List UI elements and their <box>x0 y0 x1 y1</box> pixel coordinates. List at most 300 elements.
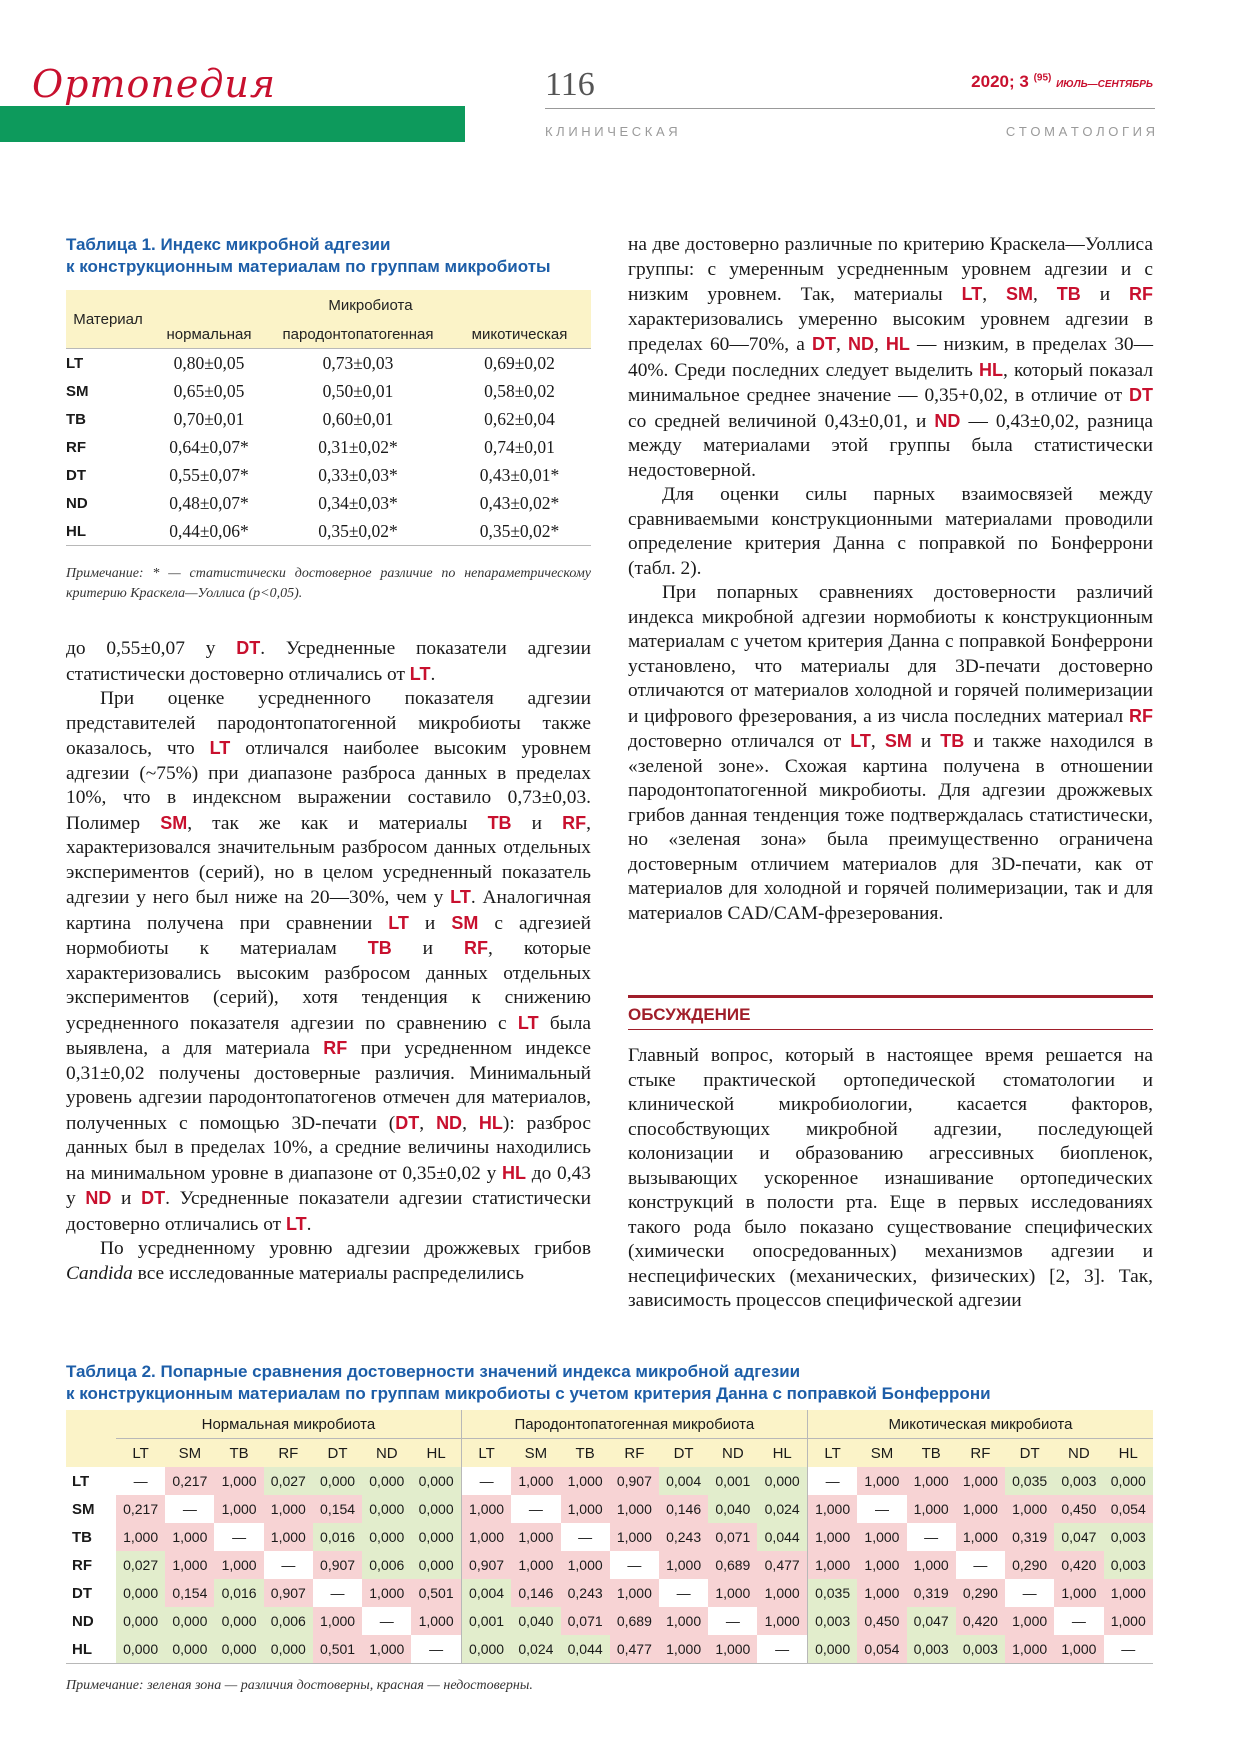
material-code: TB <box>487 812 512 833</box>
table2-cell: 0,319 <box>907 1579 956 1607</box>
table2-col-header: TB <box>214 1439 263 1468</box>
text-run: и <box>911 731 941 752</box>
material-code: LT <box>388 912 409 933</box>
table1-row <box>66 461 591 489</box>
section-rule-thin <box>628 1029 1153 1030</box>
text-run: со средней величиной 0,43±0,01, и <box>628 410 935 432</box>
material-code: RF <box>464 938 489 958</box>
table2-cell: 0,016 <box>214 1579 263 1607</box>
table2-cell: 1,000 <box>561 1495 610 1523</box>
table2-cell: 1,000 <box>659 1635 708 1664</box>
table2-col-header: DT <box>313 1439 362 1468</box>
table1-header-group: Микробиота <box>150 290 591 320</box>
table1-row-label: SM <box>66 382 89 400</box>
material-code: LT <box>409 663 431 684</box>
table2-row-label: DT <box>66 1579 116 1607</box>
table2-cell: — <box>313 1579 362 1607</box>
table1-cell: 0,62±0,04 <box>484 408 555 429</box>
text-run: , характеризовался значительным разбросом данных отдельных экспериментов (серий), но в целом усредненный показатель адгезии у него был ниже на 20—30%, чем у <box>66 812 592 908</box>
table2-cell: — <box>857 1495 906 1523</box>
table1-row-label: DT <box>66 466 86 484</box>
table2-cell: 1,000 <box>165 1523 214 1551</box>
table2-cell: 1,000 <box>907 1495 956 1523</box>
table2-cell: — <box>362 1607 411 1635</box>
issue-number: (95) <box>1033 72 1052 84</box>
table2-cell: 0,004 <box>659 1467 708 1495</box>
table2-cell: 0,000 <box>165 1607 214 1635</box>
table1-subheader: микотическая <box>448 320 591 349</box>
table1-row-label: ND <box>66 494 88 512</box>
left-column-text <box>66 636 591 1286</box>
text-run: . <box>306 1213 312 1235</box>
text-run: и <box>511 812 563 834</box>
table2-col-header: DT <box>659 1439 708 1468</box>
table2-cell: 0,319 <box>1005 1523 1054 1551</box>
table2-cell: 0,035 <box>1005 1467 1054 1495</box>
table2-cell: 0,689 <box>708 1551 757 1579</box>
material-code: RF <box>562 812 587 833</box>
text-run: характеризовались умеренно высоким уровнем адгезии в пределах 60—70%, а <box>628 308 1153 355</box>
table2-cell: 0,054 <box>1104 1495 1154 1523</box>
table1-cell: 0,74±0,01 <box>484 436 555 457</box>
table2-cell: — <box>411 1635 461 1664</box>
table2-corner <box>66 1439 116 1468</box>
table2-cell: 1,000 <box>907 1467 956 1495</box>
text-run: и <box>408 912 452 934</box>
table2-col-header: DT <box>1005 1439 1054 1468</box>
table2-col-header: SM <box>165 1439 214 1468</box>
table1-cell: 0,35±0,02* <box>268 517 448 546</box>
table2-cell: — <box>511 1495 560 1523</box>
table2-cell: 0,000 <box>411 1495 461 1523</box>
table2-cell: 0,000 <box>362 1467 411 1495</box>
text-run: , <box>873 334 886 355</box>
material-code: DT <box>236 638 261 658</box>
text-run: на две достоверно различные по критерию Краскела—Уоллиса группы: с умеренным усредненным уровнем адгезии и с низким уровнем. Так, материалы <box>628 234 1153 305</box>
text-run: с адгезией нормобиоты к материалам <box>66 912 592 959</box>
table2-cell: 1,000 <box>214 1495 263 1523</box>
table2-cell: 1,000 <box>1005 1635 1054 1664</box>
table2-cell: 1,000 <box>610 1579 659 1607</box>
text-run: и <box>391 938 465 959</box>
table2-cell: 0,243 <box>659 1523 708 1551</box>
text-run: , <box>419 1112 437 1134</box>
table2-cell: 1,000 <box>857 1467 906 1495</box>
table1-row <box>66 517 591 546</box>
table1-cell: 0,60±0,01 <box>322 408 394 429</box>
table2-cell: 0,004 <box>461 1579 511 1607</box>
text-run: достоверно отличался от <box>628 731 851 752</box>
table1-caption-line2: к конструкционным материалам по группам микробиоты <box>66 257 551 276</box>
journal-word-1: К Л И Н И Ч Е С К А Я <box>545 124 678 139</box>
table2-cell: 1,000 <box>1005 1607 1054 1635</box>
table2-row <box>66 1523 1153 1551</box>
table2-col-header: HL <box>411 1439 461 1468</box>
table2-col-header: RF <box>610 1439 659 1468</box>
table2-cell: 0,003 <box>1054 1467 1103 1495</box>
issue-months: ИЮЛЬ—СЕНТЯБРЬ <box>1056 79 1153 90</box>
material-code: LT <box>961 284 983 304</box>
table1-header-material: Материал <box>66 290 150 349</box>
table2-cell: 0,003 <box>956 1635 1005 1664</box>
table2-row <box>66 1551 1153 1579</box>
table2-cell: 1,000 <box>1104 1607 1154 1635</box>
table2-group-header: Пародонтопатогенная микробиота <box>461 1410 807 1439</box>
table2-cell: — <box>907 1523 956 1551</box>
table2-row <box>66 1607 1153 1635</box>
table2-col-header: SM <box>511 1439 560 1468</box>
material-code: LT <box>285 1213 307 1234</box>
material-code: SM <box>160 812 188 833</box>
table2-cell: 0,003 <box>807 1607 857 1635</box>
table2-cell: 1,000 <box>165 1551 214 1579</box>
journal-title <box>545 124 1155 139</box>
table2-cell: 0,907 <box>461 1551 511 1579</box>
table2-cell: 0,001 <box>708 1467 757 1495</box>
table2-group-header: Микотическая микробиота <box>807 1410 1153 1439</box>
material-code: TB <box>940 731 965 751</box>
table2-cell: 1,000 <box>362 1579 411 1607</box>
table2-cell: 0,501 <box>411 1579 461 1607</box>
table2-caption-line2: к конструкционным материалам по группам микробиоты с учетом критерия Данна с поправкой Бонферрони <box>66 1384 991 1403</box>
text-run: и <box>111 1188 142 1209</box>
table2-row <box>66 1495 1153 1523</box>
table2-cell: 0,027 <box>264 1467 313 1495</box>
table2-cell: 0,016 <box>313 1523 362 1551</box>
table2-cell: 1,000 <box>807 1495 857 1523</box>
text-run: При оценке усредненного показателя адгезии представителей пародонтопатогенной микробиоты также оказалось, что <box>66 688 591 759</box>
table2-cell: 0,420 <box>956 1607 1005 1635</box>
table2-cell: 0,047 <box>907 1607 956 1635</box>
table2-cell: 0,040 <box>708 1495 757 1523</box>
table2-cell: 0,003 <box>1104 1551 1154 1579</box>
table1-row-label: LT <box>66 354 84 372</box>
text-run: и <box>1080 284 1129 305</box>
table2-row <box>66 1635 1153 1664</box>
table2-cell: 1,000 <box>956 1523 1005 1551</box>
table2-cell: 1,000 <box>659 1551 708 1579</box>
table2-cell: 1,000 <box>807 1523 857 1551</box>
table2-cell: 1,000 <box>1005 1495 1054 1523</box>
section-title: ОБСУЖДЕНИЕ <box>628 1005 751 1024</box>
table2-cell: 0,000 <box>313 1467 362 1495</box>
paragraph <box>628 233 1153 483</box>
table2-cell: 1,000 <box>1054 1579 1103 1607</box>
table2-cell: 0,000 <box>461 1635 511 1664</box>
table2-cell: 0,501 <box>313 1635 362 1664</box>
text-run: По усредненному уровню адгезии дрожжевых грибов <box>100 1238 591 1259</box>
material-code: DT <box>395 1112 420 1133</box>
section-rule <box>628 995 1153 998</box>
table2-cell: 0,001 <box>461 1607 511 1635</box>
discussion-text <box>628 1044 1153 1314</box>
table2-cell: 0,044 <box>561 1635 610 1664</box>
text-run: — 0,43±0,02, разница между материалами этой группы была статистически недостоверной. <box>628 410 1153 481</box>
material-code: HL <box>478 1112 503 1133</box>
table1-row-label: RF <box>66 438 86 456</box>
table2-cell: 1,000 <box>907 1551 956 1579</box>
table2-cell: 1,000 <box>561 1551 610 1579</box>
table1-cell: 0,73±0,03 <box>322 352 394 373</box>
table2-cell: — <box>165 1495 214 1523</box>
table2-col-header: TB <box>561 1439 610 1468</box>
table2-cell: 0,000 <box>116 1579 165 1607</box>
table2-cell: — <box>659 1579 708 1607</box>
table2-cell: 0,024 <box>757 1495 807 1523</box>
table1 <box>66 290 591 546</box>
table2-cell: 1,000 <box>708 1635 757 1664</box>
table1-cell: 0,48±0,07* <box>169 492 249 513</box>
table2-cell: 1,000 <box>116 1523 165 1551</box>
text-run: . <box>430 663 436 685</box>
text-run: , который показал минимальное среднее значение — 0,35+0,02, в отличие от <box>628 359 1153 406</box>
table1-caption <box>66 234 586 278</box>
material-code: RF <box>1128 284 1153 304</box>
table2-cell: 1,000 <box>511 1523 560 1551</box>
table2-corner <box>66 1410 116 1439</box>
table2-cell: — <box>264 1551 313 1579</box>
table2-cell: 1,000 <box>511 1467 560 1495</box>
table2-cell: 1,000 <box>461 1523 511 1551</box>
table2-cell: 1,000 <box>757 1579 807 1607</box>
table2-cell: 0,290 <box>956 1579 1005 1607</box>
table1-cell: 0,58±0,02 <box>484 380 555 401</box>
text-run: отличался наиболее высоким уровнем адгезии (~75%) при диапазоне разброса данных в пределах 10%, что в индексном выражении составило 0,73±0,03. Полимер <box>66 738 591 834</box>
table2-cell: 0,689 <box>610 1607 659 1635</box>
table2-caption-line1: Таблица 2. Попарные сравнения достоверности значений индекса микробной адгезии <box>66 1362 801 1381</box>
table2-cell: 0,000 <box>214 1607 263 1635</box>
table2-col-header: TB <box>907 1439 956 1468</box>
page-number: 116 <box>545 66 595 103</box>
material-code: DT <box>141 1188 166 1208</box>
table2-cell: 0,000 <box>411 1467 461 1495</box>
table2-col-header: LT <box>807 1439 857 1468</box>
section-logo: Ортопедия <box>32 62 277 106</box>
table2-cell: 1,000 <box>610 1495 659 1523</box>
table2-cell: 0,243 <box>561 1579 610 1607</box>
table1-subheader: пародонтопатогенная <box>268 320 448 349</box>
table1-caption-line1: Таблица 1. Индекс микробной адгезии <box>66 235 391 254</box>
table1-subheader: нормальная <box>150 320 268 349</box>
material-code: LT <box>209 738 231 758</box>
text-run: , <box>982 284 1007 305</box>
table1-cell: 0,70±0,01 <box>173 408 245 429</box>
table2-cell: 0,146 <box>511 1579 560 1607</box>
material-code: HL <box>979 359 1003 380</box>
table2-col-header: HL <box>757 1439 807 1468</box>
table2-row-label: TB <box>66 1523 116 1551</box>
table2-note: Примечание: зеленая зона — различия достоверны, красная — недостоверны. <box>66 1678 533 1693</box>
table2-cell: 0,040 <box>511 1607 560 1635</box>
table2-cell: 0,477 <box>757 1551 807 1579</box>
material-code: RF <box>323 1038 348 1058</box>
issue-info <box>971 72 1153 92</box>
table2-caption <box>66 1361 1166 1405</box>
table2-col-header: HL <box>1104 1439 1154 1468</box>
material-code: HL <box>502 1162 527 1183</box>
table1-row <box>66 489 591 517</box>
paragraph <box>66 1237 591 1286</box>
table2-cell: 1,000 <box>561 1467 610 1495</box>
table2-cell: 1,000 <box>461 1495 511 1523</box>
table2-cell: 1,000 <box>313 1607 362 1635</box>
table2-cell: — <box>461 1467 511 1495</box>
table2 <box>66 1410 1153 1664</box>
table2-cell: 1,000 <box>362 1635 411 1664</box>
table2-cell: 0,006 <box>362 1551 411 1579</box>
material-code: ND <box>85 1188 112 1208</box>
table2-cell: 1,000 <box>956 1495 1005 1523</box>
table2-cell: — <box>807 1467 857 1495</box>
text-run: . Аналогичная картина получена при сравнении <box>66 887 592 934</box>
table2-cell: 0,420 <box>1054 1551 1103 1579</box>
table2-cell: 0,000 <box>1104 1467 1154 1495</box>
text-run: до 0,43 у <box>66 1162 591 1209</box>
material-code: SM <box>1006 284 1034 304</box>
table2-cell: 0,907 <box>264 1579 313 1607</box>
table2-cell: 0,024 <box>511 1635 560 1664</box>
table1-cell: 0,43±0,02* <box>479 492 560 513</box>
table2-cell: 0,000 <box>214 1635 263 1664</box>
material-code: HL <box>885 334 910 354</box>
table1-row <box>66 405 591 433</box>
table1-cell: 0,65±0,05 <box>173 380 245 401</box>
table2-cell: 0,217 <box>116 1495 165 1523</box>
text-run: и также находился в «зеленой зоне». Схожая картина получена в отношении пародонтопатогенной микробиоты. Для адгезии дрожжевых грибов данная тенденция тоже подтверждалась статистически, но «зеленая зона» была преимущественно ограничена достоверным отличием материалов для 3D-печати, как от материалов для холодной и горячей полимеризации, так и для материалов CAD/CAM-фрезерования. <box>628 731 1153 924</box>
table2-cell: 0,054 <box>857 1635 906 1664</box>
table2-cell: 1,000 <box>610 1523 659 1551</box>
table2-row-label: LT <box>66 1467 116 1495</box>
table2-cell: 0,907 <box>610 1467 659 1495</box>
paragraph <box>628 581 1153 926</box>
table2-cell: 0,154 <box>313 1495 362 1523</box>
genus-name: Candida <box>66 1262 133 1284</box>
journal-word-2: С Т О М А Т О Л О Г И Я <box>1005 124 1155 139</box>
table2-cell: 0,000 <box>264 1635 313 1664</box>
table2-cell: 0,071 <box>561 1607 610 1635</box>
material-code: LT <box>517 1012 539 1033</box>
table2-cell: 1,000 <box>956 1467 1005 1495</box>
text-run: . Усредненные показатели адгезии статистически достоверно отличались от <box>66 1188 592 1235</box>
table2-cell: 0,044 <box>757 1523 807 1551</box>
text-run: , <box>870 731 885 752</box>
text-run: была выявлена, а для материала <box>66 1012 591 1059</box>
table2-cell: — <box>757 1635 807 1664</box>
table2-cell: 0,006 <box>264 1607 313 1635</box>
table2-col-header: RF <box>956 1439 1005 1468</box>
table2-cell: 0,003 <box>907 1635 956 1664</box>
table2-cell: 0,027 <box>116 1551 165 1579</box>
text-run: , которые характеризовались высоким разбросом данных отдельных экспериментов (серий), хотя тенденция к снижению усредненного показателя адгезии по сравнению с <box>66 938 591 1034</box>
table2-cell: — <box>214 1523 263 1551</box>
table2-cell: 1,000 <box>757 1607 807 1635</box>
paragraph <box>66 636 591 687</box>
table1-cell: 0,33±0,03* <box>318 464 398 485</box>
table2-cell: 0,000 <box>411 1551 461 1579</box>
table2-cell: 0,000 <box>362 1523 411 1551</box>
table2-cell: 1,000 <box>1054 1635 1103 1664</box>
table2-cell: 0,000 <box>757 1467 807 1495</box>
table1-row-label: HL <box>66 517 150 546</box>
material-code: SM <box>884 731 912 751</box>
table1-cell: 0,69±0,02 <box>484 352 555 373</box>
material-code: DT <box>1129 385 1153 405</box>
material-code: TB <box>367 938 392 958</box>
table2-cell: 0,000 <box>116 1607 165 1635</box>
table1-cell: 0,31±0,02* <box>318 436 398 457</box>
table2-cell: 0,000 <box>807 1635 857 1664</box>
table1-cell: 0,50±0,01 <box>322 380 394 401</box>
text-run: ): разброс данных был в пределах 10%, а средние величины находились на минимальном уровне в диапазоне от 0,35±0,02 у <box>66 1112 591 1184</box>
table2-cell: — <box>116 1467 165 1495</box>
table2-cell: — <box>610 1551 659 1579</box>
table2-cell: 0,000 <box>411 1523 461 1551</box>
text-run: , <box>1033 284 1057 305</box>
table1-note: Примечание: * — статистически достоверное различие по непараметрическому критерию Краскела—Уоллиса (p<0,05). <box>66 566 591 601</box>
table2-cell: 0,477 <box>610 1635 659 1664</box>
table2-cell: 0,907 <box>313 1551 362 1579</box>
text-run: при усредненном индексе 0,31±0,02 получены достоверные различия. Минимальный уровень адгезии пародонтопатогенов отмечен для материалов, полученных с помощью 3D-печати ( <box>66 1038 592 1134</box>
table2-cell: 0,217 <box>165 1467 214 1495</box>
table2-col-header: ND <box>708 1439 757 1468</box>
table1-cell: 0,55±0,07* <box>169 464 249 485</box>
material-code: ND <box>934 410 961 431</box>
table2-cell: 1,000 <box>411 1607 461 1635</box>
material-code: ND <box>436 1112 463 1133</box>
table2-cell: 1,000 <box>1104 1579 1154 1607</box>
table2-cell: 0,047 <box>1054 1523 1103 1551</box>
table2-row-label: HL <box>66 1635 116 1664</box>
table2-cell: 1,000 <box>214 1467 263 1495</box>
text-run: При попарных сравнениях достоверности различий индекса микробной адгезии нормобиоты к конструкционным материалам с учетом критерия Данна с поправкой Бонферрони установлено, что материалы для 3D-печати достоверно отличаются от материалов холодной и горячей полимеризации и цифрового фрезерования, а из числа последних материал <box>628 582 1153 727</box>
table2-cell: 0,000 <box>362 1495 411 1523</box>
table2-cell: 0,450 <box>857 1607 906 1635</box>
material-code: DT <box>811 334 836 354</box>
table2-col-header: LT <box>116 1439 165 1468</box>
table1-row <box>66 349 591 378</box>
table2-cell: 0,000 <box>165 1635 214 1664</box>
text-run: — низким, в пределах 30—40%. Среди последних следует выделить <box>628 334 1153 381</box>
paragraph <box>66 687 591 1237</box>
table2-cell: 0,003 <box>1104 1523 1154 1551</box>
table2-cell: — <box>1054 1607 1103 1635</box>
material-code: TB <box>1056 284 1081 304</box>
text-run: до 0,55±0,07 у <box>66 638 237 659</box>
table2-row <box>66 1467 1153 1495</box>
text-run: все исследованные материалы распределились <box>132 1262 525 1284</box>
table2-cell: 0,450 <box>1054 1495 1103 1523</box>
table2-cell: 0,290 <box>1005 1551 1054 1579</box>
table2-cell: 0,146 <box>659 1495 708 1523</box>
paragraph: Главный вопрос, который в настоящее время решается на стыке практической ортопедической стоматологии и клинической микробиологии, касается факторов, способствующих микробной адгезии, последующей колонизации и образованию агрессивных биопленок, вызывающих ускоренное изнашивание ортопедических конструкций в полости рта. Еще в первых исследованиях такого рода было показано существование специфических (химически опосредованных) механизмов адгезии и неспецифических (механических, физических) [2, 3]. Так, зависимость процессов специфической адгезии <box>628 1045 1153 1311</box>
table1-cell: 0,64±0,07* <box>169 436 249 457</box>
table2-cell: 0,154 <box>165 1579 214 1607</box>
table2-row-label: SM <box>66 1495 116 1523</box>
material-code: SM <box>451 912 479 933</box>
table2-cell: 1,000 <box>807 1551 857 1579</box>
table1-row-label: TB <box>66 410 86 428</box>
table1-cell: 0,35±0,02* <box>448 517 591 546</box>
text-run: , так же как и материалы <box>187 812 488 834</box>
table2-cell: 0,071 <box>708 1523 757 1551</box>
table2-row-label: RF <box>66 1551 116 1579</box>
table2-cell: — <box>708 1607 757 1635</box>
table2-row-label: ND <box>66 1607 116 1635</box>
right-column-text <box>628 233 1153 926</box>
table2-cell: 1,000 <box>659 1607 708 1635</box>
table2-cell: — <box>956 1551 1005 1579</box>
table2-cell: 1,000 <box>857 1523 906 1551</box>
